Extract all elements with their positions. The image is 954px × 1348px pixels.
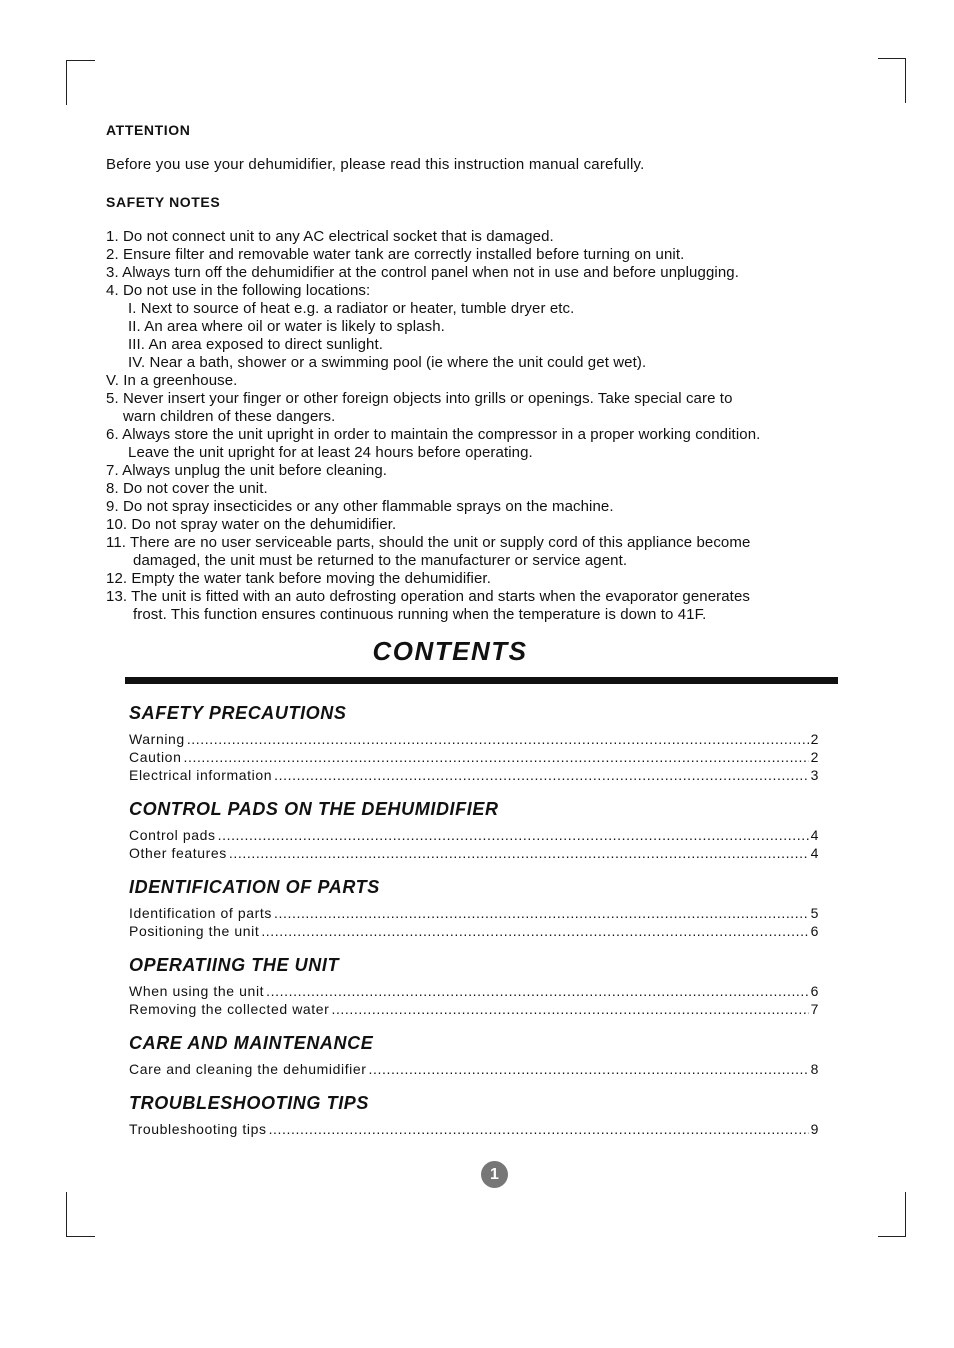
toc-entry-page: 8: [810, 1061, 819, 1077]
toc-entry[interactable]: [129, 844, 819, 862]
crop-mark-bottom-right-v: [905, 1192, 906, 1237]
dot-leader: [261, 922, 808, 940]
toc-entry-page: 5: [810, 905, 819, 921]
toc-entry-page: 2: [810, 731, 819, 747]
dot-leader: [229, 844, 809, 862]
toc-section: [129, 1032, 819, 1078]
dot-leader: [274, 904, 809, 922]
crop-mark-bottom-left-h: [66, 1236, 95, 1237]
safety-note-location: III. An area exposed to direct sunlight.: [128, 336, 383, 353]
toc-entry[interactable]: [129, 748, 819, 766]
safety-note: 6. Always store the unit upright in order to maintain the compressor in a proper working condition.: [106, 426, 761, 443]
dot-leader: [274, 766, 808, 784]
crop-mark-top-right-v: [905, 58, 906, 103]
toc-entry-label: Care and cleaning the dehumidifier: [129, 1061, 367, 1077]
toc-entry-label: Caution: [129, 749, 182, 765]
safety-note: 10. Do not spray water on the dehumidifier.: [106, 516, 397, 533]
toc-entry-page: 2: [810, 749, 819, 765]
safety-note: 4. Do not use in the following locations:: [106, 282, 371, 299]
toc-entry[interactable]: [129, 1060, 819, 1078]
toc-section: [129, 798, 819, 862]
toc-section-title: TROUBLESHOOTING TIPS: [129, 1093, 370, 1113]
toc-entry[interactable]: [129, 1000, 819, 1018]
crop-mark-top-left-v: [66, 60, 67, 105]
toc-entry-label: Removing the collected water: [129, 1001, 330, 1017]
safety-note: 11. There are no user serviceable parts, should the unit or supply cord of this appliance become: [106, 534, 751, 551]
toc-entry-page: 3: [810, 767, 819, 783]
toc-section-title: CONTROL PADS ON THE DEHUMIDIFIER: [129, 799, 499, 819]
crop-mark-top-right-h: [878, 58, 906, 59]
dot-leader: [331, 1000, 808, 1018]
safety-note-location: IV. Near a bath, shower or a swimming pool (ie where the unit could get wet).: [128, 354, 647, 371]
toc-entry-label: Other features: [129, 845, 227, 861]
toc-entry-label: Identification of parts: [129, 905, 272, 921]
dot-leader: [369, 1060, 809, 1078]
toc-entry[interactable]: [129, 982, 819, 1000]
toc-section-title: SAFETY PRECAUTIONS: [129, 703, 347, 723]
dot-leader: [187, 730, 809, 748]
safety-note-location: V. In a greenhouse.: [106, 372, 238, 389]
toc-entry[interactable]: [129, 766, 819, 784]
toc-entry-page: 4: [810, 845, 819, 861]
safety-note-continued: damaged, the unit must be returned to the manufacturer or service agent.: [133, 552, 628, 569]
safety-notes-heading: SAFETY NOTES: [106, 194, 221, 210]
toc-entry-label: When using the unit: [129, 983, 265, 999]
toc-entry[interactable]: [129, 922, 819, 940]
safety-note: 5. Never insert your finger or other foreign objects into grills or openings. Take special care to: [106, 390, 733, 407]
safety-note: 3. Always turn off the dehumidifier at the control panel when not in use and before unplugging.: [106, 264, 739, 281]
contents-title: CONTENTS: [372, 636, 528, 666]
toc-entry-page: 7: [810, 1001, 819, 1017]
toc-section: [129, 1092, 819, 1138]
dot-leader: [183, 748, 808, 766]
toc-section: [129, 876, 819, 940]
safety-note: 12. Empty the water tank before moving the dehumidifier.: [106, 570, 491, 587]
safety-note: 8. Do not cover the unit.: [106, 480, 268, 497]
dot-leader: [218, 826, 809, 844]
toc-section-title: CARE AND MAINTENANCE: [129, 1033, 374, 1053]
toc-entry-label: Positioning the unit: [129, 923, 260, 939]
safety-note-continued: frost. This function ensures continuous running when the temperature is down to 41F.: [133, 606, 707, 623]
safety-note-location: II. An area where oil or water is likely to splash.: [128, 318, 445, 335]
toc-entry-page: 6: [810, 983, 819, 999]
dot-leader: [269, 1120, 809, 1138]
toc-entry-page: 4: [810, 827, 819, 843]
toc-entry-label: Electrical information: [129, 767, 273, 783]
toc-section: [129, 954, 819, 1018]
toc-entry-label: Warning: [129, 731, 185, 747]
crop-mark-bottom-left-v: [66, 1192, 67, 1237]
safety-note: 1. Do not connect unit to any AC electrical socket that is damaged.: [106, 228, 554, 245]
dot-leader: [266, 982, 808, 1000]
toc-entry[interactable]: [129, 904, 819, 922]
toc-entry[interactable]: [129, 730, 819, 748]
crop-mark-top-left-h: [66, 60, 95, 61]
toc-section-title: IDENTIFICATION OF PARTS: [129, 877, 380, 897]
attention-text: Before you use your dehumidifier, please read this instruction manual carefully.: [106, 156, 645, 173]
crop-mark-bottom-right-h: [878, 1236, 906, 1237]
toc-entry[interactable]: [129, 826, 819, 844]
contents-divider: [125, 677, 838, 684]
safety-notes-list: [106, 228, 886, 624]
safety-note-location: I. Next to source of heat e.g. a radiator or heater, tumble dryer etc.: [128, 300, 575, 317]
toc-entry-page: 9: [810, 1121, 819, 1137]
attention-heading: ATTENTION: [106, 122, 191, 138]
table-of-contents: [129, 702, 819, 1152]
toc-entry-label: Control pads: [129, 827, 216, 843]
page-number-badge: 1: [481, 1161, 508, 1188]
safety-note: 13. The unit is fitted with an auto defrosting operation and starts when the evaporator generates: [106, 588, 750, 605]
safety-note: 7. Always unplug the unit before cleaning.: [106, 462, 388, 479]
toc-entry[interactable]: [129, 1120, 819, 1138]
safety-note-continued: Leave the unit upright for at least 24 hours before operating.: [128, 444, 533, 461]
toc-entry-page: 6: [810, 923, 819, 939]
toc-section: [129, 702, 819, 784]
toc-entry-label: Troubleshooting tips: [129, 1121, 267, 1137]
safety-note: 9. Do not spray insecticides or any other flammable sprays on the machine.: [106, 498, 614, 515]
safety-note: 2. Ensure filter and removable water tank are correctly installed before turning on unit.: [106, 246, 685, 263]
safety-note-continued: warn children of these dangers.: [123, 408, 336, 425]
toc-section-title: OPERATIING THE UNIT: [129, 955, 340, 975]
